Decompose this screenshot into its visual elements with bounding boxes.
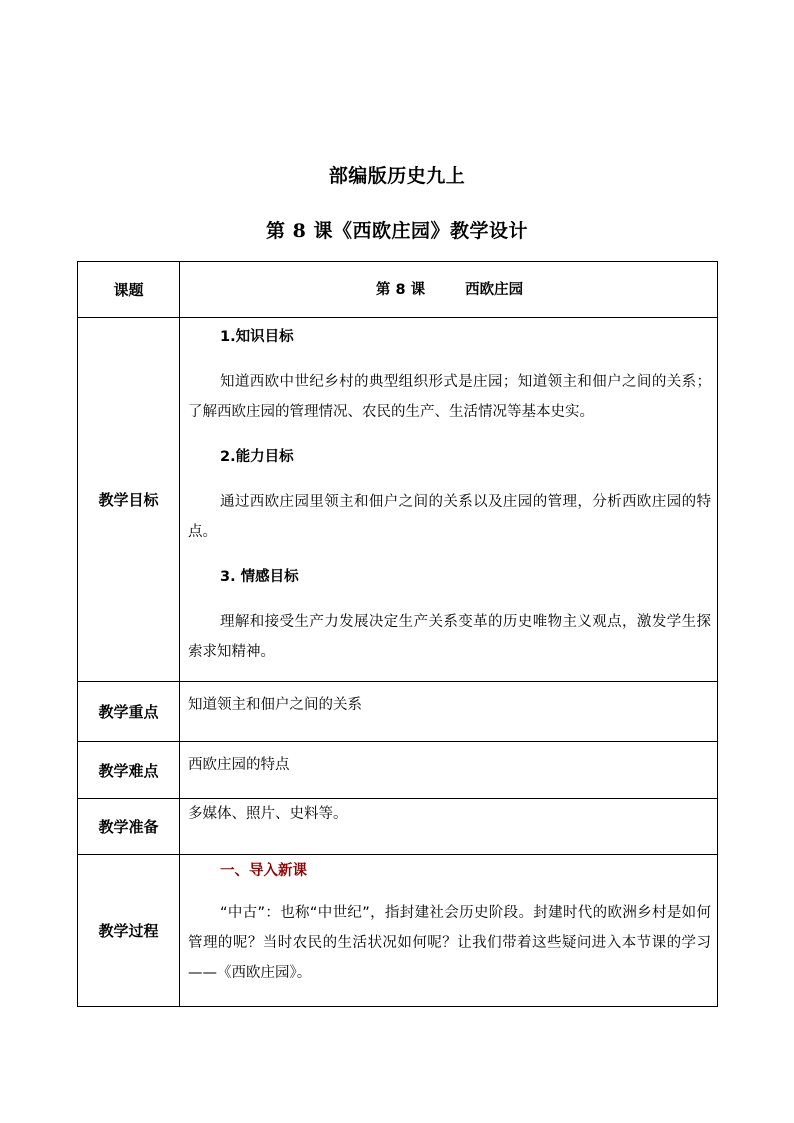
row-goals [78,318,718,682]
row-key-point [78,682,718,742]
key-point-text: 知道领主和佃户之间的关系 [180,682,718,742]
preparation-text: 多媒体、照片、史料等。 [180,799,718,855]
lesson-plan-table [77,261,718,1007]
preparation-label: 教学准备 [78,799,180,855]
topic-label: 课题 [78,262,180,318]
goal-emotion-text: 理解和接受生产力发展决定生产关系变革的历史唯物主义观点，激发学生探索求知精神。 [188,614,711,660]
key-point-label: 教学重点 [78,682,180,742]
goal-knowledge-heading: 1.知识目标 [220,329,294,345]
row-difficulty [78,742,718,799]
lesson-number: 第 8 课 [375,281,426,298]
doc-title: 部编版历史九上 [328,165,466,187]
goal-emotion-heading: 3. 情感目标 [220,569,299,585]
goals-content [180,318,718,682]
process-label: 教学过程 [78,855,180,1007]
row-topic [78,262,718,318]
process-content [180,855,718,1007]
row-preparation [78,799,718,855]
difficulty-label: 教学难点 [78,742,180,799]
topic-value [180,262,718,318]
goals-label: 教学目标 [78,318,180,682]
goal-ability-text: 通过西欧庄园里领主和佃户之间的关系以及庄园的管理，分析西欧庄园的特点。 [188,494,711,540]
doc-subtitle: 第 8 课《西欧庄园》教学设计 [266,220,528,242]
process-section-heading: 一、导入新课 [220,863,307,879]
process-intro-text: “中古”：也称“中世纪”，指封建社会历史阶段。封建时代的欧洲乡村是如何管理的呢？当时农民的生活状况如何呢？让我们带着这些疑问进入本节课的学习——《西欧庄园》。 [188,905,711,981]
goal-ability-heading: 2.能力目标 [220,449,294,465]
difficulty-text: 西欧庄园的特点 [180,742,718,799]
goal-knowledge-text: 知道西欧中世纪乡村的典型组织形式是庄园；知道领主和佃户之间的关系；了解西欧庄园的管理情况、农民的生产、生活情况等基本史实。 [188,374,711,420]
lesson-name: 西欧庄园 [465,281,524,298]
row-process [78,855,718,1007]
